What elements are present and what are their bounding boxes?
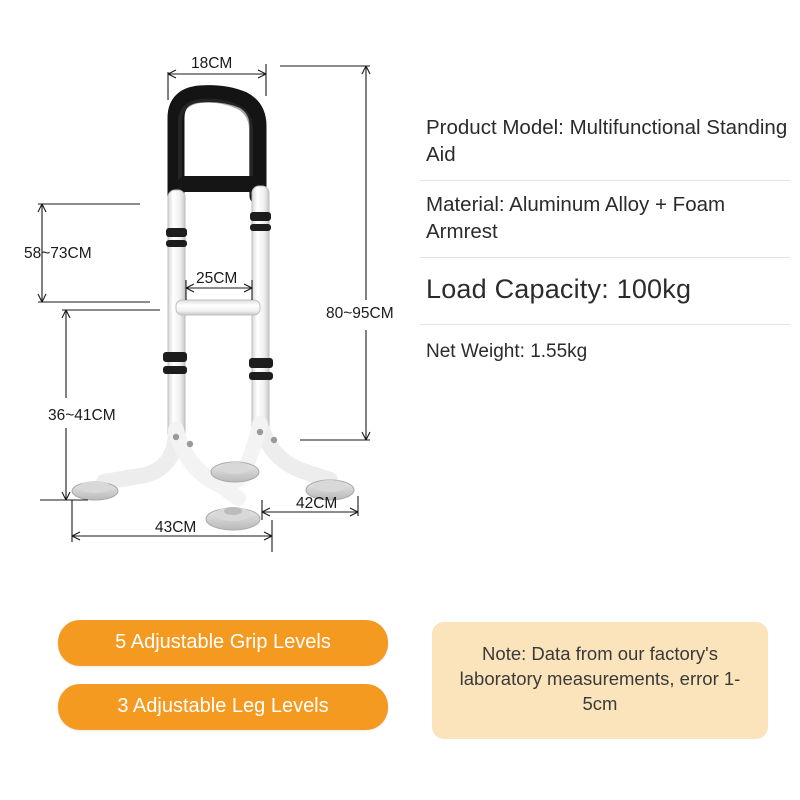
dim-lower-height: 36~41CM <box>48 407 116 424</box>
dim-top-width: 18CM <box>191 55 233 72</box>
collar-left-upper <box>166 228 187 237</box>
spec-row-material: Material: Aluminum Alloy + Foam Armrest <box>420 181 790 258</box>
dim-overall-height: 80~95CM <box>326 305 394 322</box>
leg-front-left <box>104 430 176 482</box>
collar-right-lower <box>249 358 273 368</box>
spec-row-load-capacity: Load Capacity: 100kg <box>420 258 790 325</box>
note-box: Note: Data from our factory's laboratory measurements, error 1-5cm <box>432 622 768 739</box>
collar-right-upper <box>250 212 271 221</box>
collar-left-upper2 <box>166 240 187 247</box>
feature-badges <box>58 620 388 748</box>
dim-inner-width: 25CM <box>196 270 238 287</box>
badge-leg-levels: 3 Adjustable Leg Levels <box>58 684 388 730</box>
armrest-bar <box>178 176 258 192</box>
product-diagram <box>0 0 410 580</box>
product-diagram-svg <box>0 0 410 580</box>
dim-base-depth: 42CM <box>296 495 338 512</box>
dim-grip-height: 58~73CM <box>24 245 92 262</box>
foot-center-front <box>206 507 260 530</box>
collar-right-lower2 <box>249 372 273 380</box>
spec-list <box>420 110 790 370</box>
collar-right-upper2 <box>250 224 271 231</box>
dim-base-width: 43CM <box>155 519 197 536</box>
standing-aid-illustration <box>72 94 354 530</box>
spec-row-model: Product Model: Multifunctional Standing Aid <box>420 110 790 181</box>
collar-left-lower2 <box>163 366 187 374</box>
screw-right <box>257 429 263 435</box>
spec-row-net-weight: Net Weight: 1.55kg <box>426 340 588 362</box>
screw-left <box>173 434 179 440</box>
badge-grip-levels: 5 Adjustable Grip Levels <box>58 620 388 666</box>
collar-left-lower <box>163 352 187 362</box>
leg-rear-right <box>260 424 330 480</box>
foot-center-rear <box>211 462 259 482</box>
support-rung <box>176 300 260 315</box>
screw-right-2 <box>271 437 277 443</box>
screw-left-2 <box>187 441 193 447</box>
